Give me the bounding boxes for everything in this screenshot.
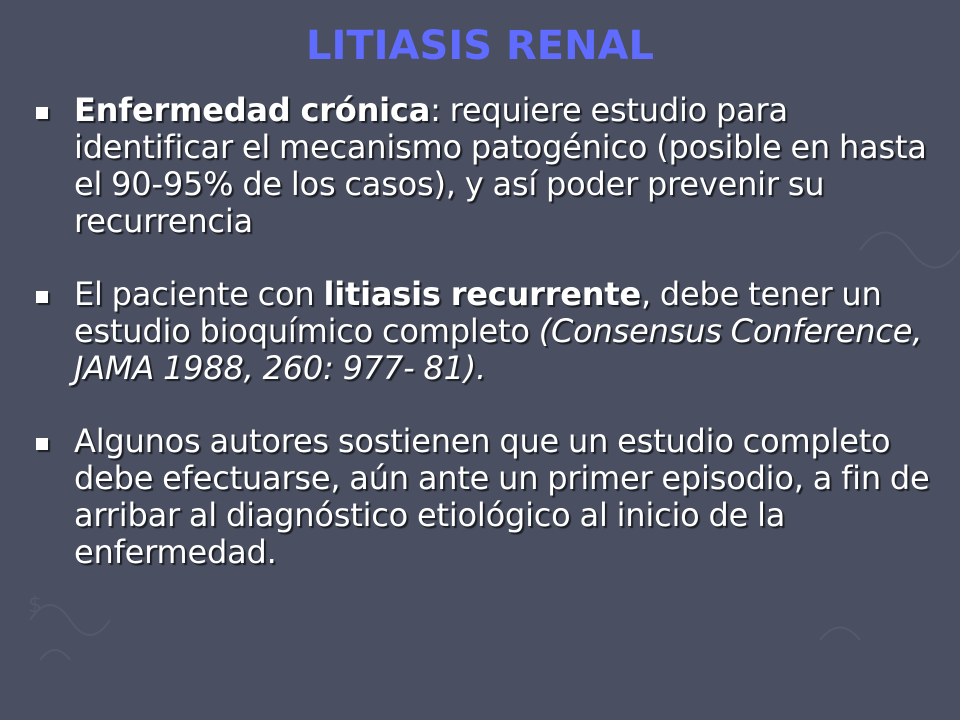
svg-text:$: $ xyxy=(28,593,42,618)
square-bullet-icon xyxy=(36,438,48,450)
bullet-list xyxy=(36,92,948,571)
square-bullet-icon xyxy=(36,107,48,119)
square-bullet-icon xyxy=(36,291,48,303)
bullet-text-before: El paciente con xyxy=(74,275,324,313)
bullet-item-first-episode xyxy=(36,423,948,571)
bullet-citation: (Consensus Conference, JAMA 1988, 260: 977- 81). xyxy=(74,312,923,387)
bullet-item-chronic-disease xyxy=(36,92,948,240)
bullet-bold-term: Enfermedad crónica xyxy=(74,91,431,129)
bullet-text: Algunos autores sostienen que un estudio completo debe efectuarse, aún ante un primer episodio, a fin de arribar al diagnóstico etiológico al inicio de la enfermedad. xyxy=(74,422,930,571)
bullet-text: : requiere estudio para identificar el mecanismo patogénico (posible en hasta el 90-95% de los casos), y así poder prevenir su recurrencia xyxy=(74,91,927,240)
bullet-bold-term: litiasis recurrente xyxy=(323,275,641,313)
slide-title: LITIASIS RENAL xyxy=(306,23,654,69)
bullet-text-after: , debe tener un estudio bioquímico completo xyxy=(74,275,882,350)
bullet-item-recurrent-lithiasis xyxy=(36,276,948,387)
